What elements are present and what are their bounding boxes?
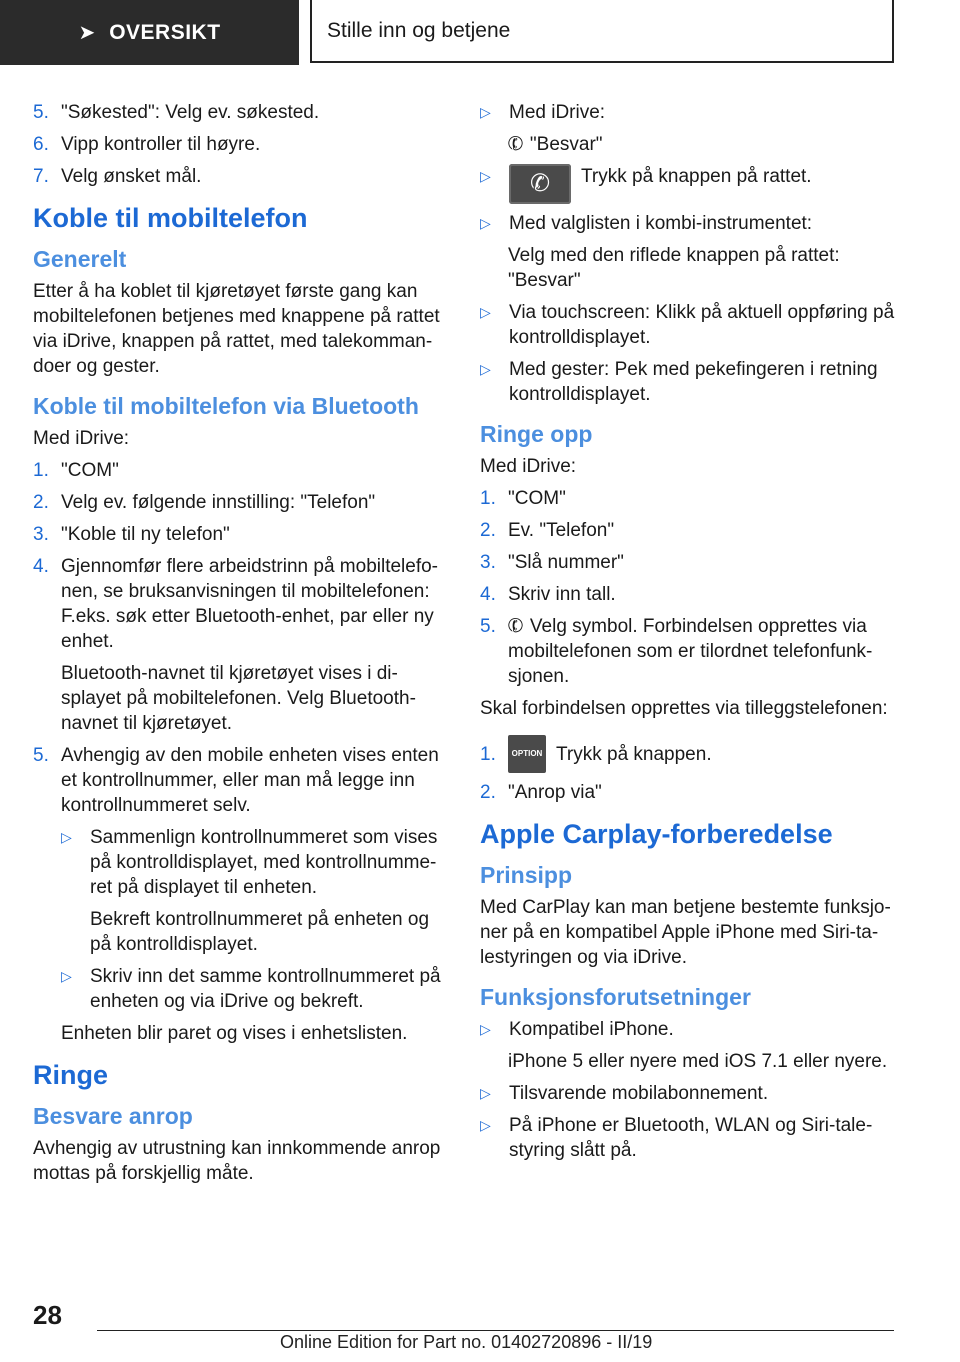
- list-item: [480, 1113, 900, 1163]
- heading-bluetooth: Koble til mobiltelefon via Bluetooth: [33, 393, 419, 419]
- general-text: Etter å ha koblet til kjøretøyet første gang kan mobiltelefonen betjenes med knappene på rattet via iDrive, knappen på rattet, med talekomman-doer og gester.: [33, 281, 440, 377]
- sub-bullet: [33, 825, 448, 900]
- principle-text: Med CarPlay kan man betjene bestemte funksjo-ner på en kompatibel Apple iPhone med Siri-ta-lestyringen og via iDrive.: [480, 897, 891, 968]
- step-number: 3.: [480, 552, 496, 573]
- step-number: 7.: [33, 166, 49, 187]
- with-idrive-label: Med iDrive:: [33, 428, 130, 449]
- footer-divider: [97, 1330, 894, 1331]
- paired-note: Enheten blir paret og vises i enhetslisten.: [61, 1023, 408, 1044]
- list-item: [480, 735, 900, 773]
- step-number: 1.: [480, 488, 496, 509]
- list-item: [33, 522, 448, 547]
- bullet-triangle-icon: ▷: [480, 104, 491, 120]
- bullet-triangle-icon: ▷: [480, 1117, 491, 1133]
- bullet-triangle-icon: ▷: [480, 1021, 491, 1037]
- list-item: [33, 132, 448, 157]
- sub-note: [480, 132, 900, 157]
- option-button-icon: OPTION: [508, 735, 546, 773]
- section-title: [310, 0, 894, 63]
- sub-note: Bekreft kontrollnummeret på enheten og på kontrolldisplayet.: [90, 909, 430, 955]
- heading-connect-phone: Koble til mobiltelefon: [33, 203, 308, 233]
- list-item: [480, 518, 900, 543]
- bullet-triangle-icon: ▷: [61, 829, 72, 845]
- footer-edition: Online Edition for Part no. 01402720896 - II/19: [280, 1332, 653, 1352]
- step-text: "Anrop via": [508, 782, 602, 803]
- besvar-text: "Besvar": [529, 134, 603, 155]
- list-item: [33, 458, 448, 483]
- heading-requirements: Funksjonsforutsetninger: [480, 984, 751, 1010]
- list-item: [33, 554, 448, 654]
- overview-tab[interactable]: [0, 0, 299, 65]
- step-text: Velg ønsket mål.: [61, 166, 202, 187]
- bullet-text: Tilsvarende mobilabonnement.: [509, 1083, 769, 1104]
- left-column: [33, 100, 448, 1193]
- list-item: [480, 1081, 900, 1106]
- step-text: Vipp kontroller til høyre.: [61, 134, 261, 155]
- list-item: [480, 211, 900, 236]
- step-number: 5.: [33, 102, 49, 123]
- heading-call: Ringe opp: [480, 421, 593, 447]
- step-number: 2.: [480, 782, 496, 803]
- heading-principle: Prinsipp: [480, 862, 573, 888]
- bullet-triangle-icon: ▷: [480, 1085, 491, 1101]
- step-text: Ev. "Telefon": [508, 520, 615, 541]
- step-number: 2.: [33, 492, 49, 513]
- list-item: [480, 300, 900, 350]
- bullet-triangle-icon: ▷: [61, 968, 72, 984]
- step-text: Velg ev. følgende innstilling: "Telefon": [61, 492, 376, 513]
- list-item: [33, 100, 448, 125]
- step-number: 5.: [33, 745, 49, 766]
- step-text: Gjennomfør flere arbeidstrinn på mobiltelefo-nen, se bruksanvisningen til mobiltelefonen: F.eks. søk etter Bluetooth-enhet, par eller ny enhet.: [61, 556, 439, 652]
- list-item: [480, 486, 900, 511]
- bullet-text: Med valglisten i kombi-instrumentet:: [509, 213, 813, 234]
- list-item: [480, 550, 900, 575]
- step4-note: Bluetooth-navnet til kjøretøyet vises i di-splayet på mobiltelefonen. Velg Bluetooth-navnet til kjøretøyet.: [61, 663, 416, 734]
- phone-button-icon: ✆: [509, 164, 571, 204]
- list-item: [480, 780, 900, 805]
- bullet-triangle-icon: ▷: [480, 168, 491, 184]
- list-item: [480, 1017, 900, 1042]
- list-item: [480, 164, 900, 204]
- list-item: [480, 582, 900, 607]
- list-item: [33, 490, 448, 515]
- step-text: Skriv inn tall.: [508, 584, 616, 605]
- overview-icon: ➤: [78, 22, 96, 44]
- phone-icon: ✆: [504, 613, 528, 640]
- step-number: 4.: [33, 556, 49, 577]
- heading-answer: Besvare anrop: [33, 1103, 193, 1129]
- sub-bullet: [33, 964, 448, 1014]
- step-text: Velg symbol. Forbindelsen opprettes via mobiltelefonen som er tilordnet telefonfunk-sjonen.: [508, 616, 873, 687]
- list-item: [33, 164, 448, 189]
- phone-icon: ✆: [504, 131, 528, 158]
- heading-ringe: Ringe: [33, 1060, 109, 1090]
- step-number: 1.: [33, 460, 49, 481]
- step-text: Avhengig av den mobile enheten vises enten et kontrollnummer, eller man må legge inn kontrollnummeret selv.: [61, 745, 439, 816]
- step-number: 6.: [33, 134, 49, 155]
- step-text: "COM": [61, 460, 119, 481]
- step-number: 2.: [480, 520, 496, 541]
- bullet-text: Via touchscreen: Klikk på aktuell oppføring på kontrolldisplayet.: [509, 302, 895, 348]
- bullet-triangle-icon: ▷: [480, 361, 491, 377]
- bullet-triangle-icon: ▷: [480, 304, 491, 320]
- step-text: "Koble til ny telefon": [61, 524, 230, 545]
- right-column: [480, 100, 900, 1170]
- section-title-text: Stille inn og betjene: [327, 18, 511, 42]
- step-number: 1.: [480, 743, 496, 765]
- step-text: "COM": [508, 488, 566, 509]
- bullet-text: Skriv inn det samme kontrollnummeret på enheten og via iDrive og bekreft.: [90, 966, 441, 1012]
- list-item: [480, 614, 900, 689]
- bullet-text: Med gester: Pek med pekefingeren i retning kontrolldisplayet.: [509, 359, 878, 405]
- page-number: 28: [33, 1300, 62, 1330]
- overview-tab-label: OVERSIKT: [109, 20, 221, 44]
- extra-phone-text: Skal forbindelsen opprettes via tilleggstelefonen:: [480, 698, 888, 719]
- bullet-text: Kompatibel iPhone.: [509, 1019, 674, 1040]
- step-text: Trykk på knappen.: [556, 743, 712, 765]
- bullet-text: På iPhone er Bluetooth, WLAN og Siri-tale-styring slått på.: [509, 1115, 873, 1161]
- list-item: [480, 357, 900, 407]
- step-text: "Slå nummer": [508, 552, 624, 573]
- sub-note: Velg med den riflede knappen på rattet: "Besvar": [508, 245, 840, 291]
- sub-note: iPhone 5 eller nyere med iOS 7.1 eller nyere.: [508, 1051, 888, 1072]
- with-idrive-label: Med iDrive:: [480, 456, 577, 477]
- step-number: 5.: [480, 616, 496, 637]
- step-number: 4.: [480, 584, 496, 605]
- step-text: "Søkested": Velg ev. søkested.: [61, 102, 320, 123]
- bullet-text: Trykk på knappen på rattet.: [581, 166, 812, 187]
- bullet-triangle-icon: ▷: [480, 215, 491, 231]
- answer-text: Avhengig av utrustning kan innkommende anrop mottas på forskjellig måte.: [33, 1138, 441, 1184]
- heading-general: Generelt: [33, 246, 127, 272]
- step-number: 3.: [33, 524, 49, 545]
- heading-carplay: Apple Carplay-forberedelse: [480, 819, 833, 849]
- bullet-text: Sammenlign kontrollnummeret som vises på kontrolldisplayet, med kontrollnumme-ret på displayet til enheten.: [90, 827, 438, 898]
- list-item: [33, 743, 448, 818]
- list-item: [480, 100, 900, 125]
- bullet-text: Med iDrive:: [509, 102, 606, 123]
